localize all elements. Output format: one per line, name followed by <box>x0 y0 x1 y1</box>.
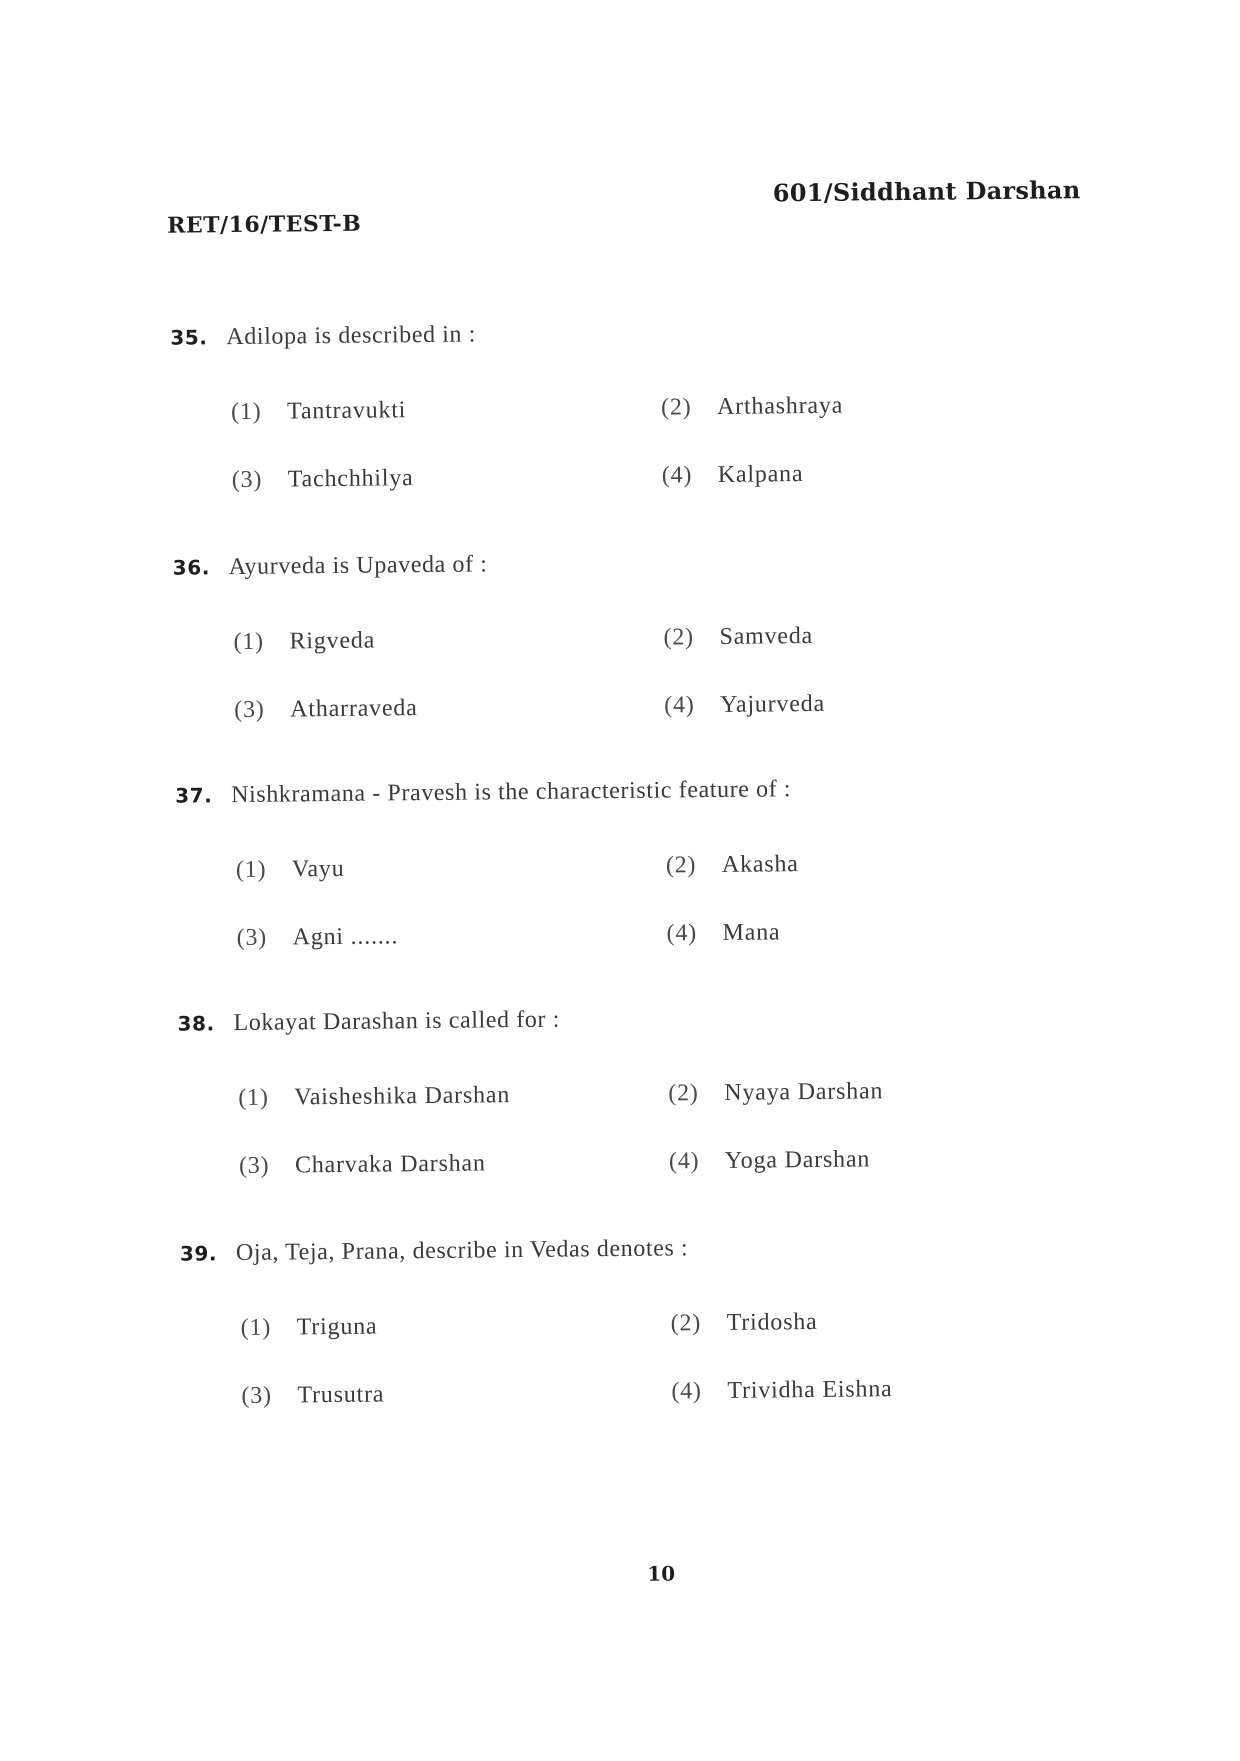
page-number: 10 <box>647 1561 676 1586</box>
question-number: 38. <box>177 1011 215 1036</box>
option-text: Rigveda <box>289 627 376 655</box>
option-text: Vayu <box>291 855 345 883</box>
option-text: Akasha <box>721 851 799 878</box>
option-2 <box>661 393 843 422</box>
option-1 <box>241 1314 378 1342</box>
option-number: (2) <box>660 394 692 421</box>
question-text: Lokayat Darashan is called for : <box>233 1006 561 1037</box>
option-number: (4) <box>666 920 698 947</box>
option-number: (2) <box>663 624 695 651</box>
option-number: (1) <box>230 398 262 426</box>
subject-title: 601/Siddhant Darshan <box>772 175 1081 208</box>
option-1 <box>238 1082 510 1112</box>
question-36 <box>173 543 1075 723</box>
option-3 <box>241 1381 384 1409</box>
option-number: (1) <box>238 1084 269 1112</box>
option-list <box>170 344 1071 493</box>
option-text: Arthashraya <box>716 392 844 420</box>
question-text: Adilopa is described in : <box>226 321 477 351</box>
option-number: (2) <box>670 1310 702 1337</box>
option-text: Vaisheshika Darshan <box>294 1082 511 1111</box>
question-text: Nishkramana - Pravesh is the characteristic feature of : <box>230 776 792 809</box>
question-text: Oja, Teja, Prana, describe in Vedas denotes : <box>235 1235 689 1267</box>
option-2 <box>668 1078 883 1107</box>
option-text: Atharraveda <box>290 695 418 723</box>
option-text: Trividha Eishna <box>727 1376 893 1404</box>
option-3 <box>236 923 398 952</box>
option-2 <box>663 623 813 652</box>
question-text: Ayurveda is Upaveda of : <box>228 551 488 581</box>
option-4 <box>669 1146 870 1175</box>
question-39 <box>180 1229 1082 1409</box>
question-35 <box>170 313 1072 493</box>
option-list <box>173 574 1074 723</box>
option-text: Charvaka Darshan <box>294 1150 486 1179</box>
option-number: (1) <box>235 856 267 884</box>
option-3 <box>232 465 414 494</box>
option-4 <box>662 461 804 489</box>
option-1 <box>231 397 406 426</box>
option-1 <box>236 856 345 884</box>
option-2 <box>666 851 799 879</box>
option-2 <box>671 1309 818 1338</box>
question-number: 35. <box>170 325 208 350</box>
option-text: Yoga Darshan <box>724 1146 871 1174</box>
option-list <box>175 802 1076 951</box>
option-list <box>178 1030 1079 1179</box>
option-text: Yajurveda <box>720 690 826 718</box>
question-number: 37. <box>174 783 213 808</box>
question-37 <box>175 771 1077 951</box>
option-text: Triguna <box>296 1313 378 1341</box>
paper-code: RET/16/TEST-B <box>167 210 362 239</box>
option-number: (4) <box>661 462 693 489</box>
option-text: Tridosha <box>726 1308 818 1336</box>
option-text: Samveda <box>719 622 814 650</box>
option-number: (3) <box>234 696 265 724</box>
option-text: Tachchhilya <box>287 465 414 493</box>
option-text: Kalpana <box>717 461 804 488</box>
option-4 <box>666 919 780 947</box>
option-number: (3) <box>241 1382 272 1409</box>
option-3 <box>239 1150 486 1180</box>
option-number: (2) <box>665 852 697 879</box>
option-list <box>180 1260 1081 1409</box>
option-number: (3) <box>238 1152 270 1180</box>
option-4 <box>671 1376 892 1405</box>
option-text: Mana <box>722 919 781 946</box>
question-number: 36. <box>172 555 211 580</box>
option-number: (3) <box>236 924 268 952</box>
option-3 <box>234 695 418 724</box>
option-number: (2) <box>668 1080 699 1107</box>
option-text: Trusutra <box>297 1381 385 1409</box>
option-number: (3) <box>231 466 263 494</box>
option-text: Agni ....... <box>292 923 399 951</box>
question-38 <box>177 999 1079 1179</box>
option-1 <box>233 628 375 656</box>
option-text: Nyaya Darshan <box>724 1078 884 1106</box>
option-number: (4) <box>664 692 695 719</box>
question-number: 39. <box>179 1241 218 1266</box>
option-4 <box>664 691 825 720</box>
option-number: (1) <box>240 1314 272 1341</box>
option-number: (4) <box>671 1378 702 1405</box>
option-number: (1) <box>233 628 265 656</box>
option-number: (4) <box>668 1148 700 1175</box>
option-text: Tantravukti <box>286 397 407 425</box>
